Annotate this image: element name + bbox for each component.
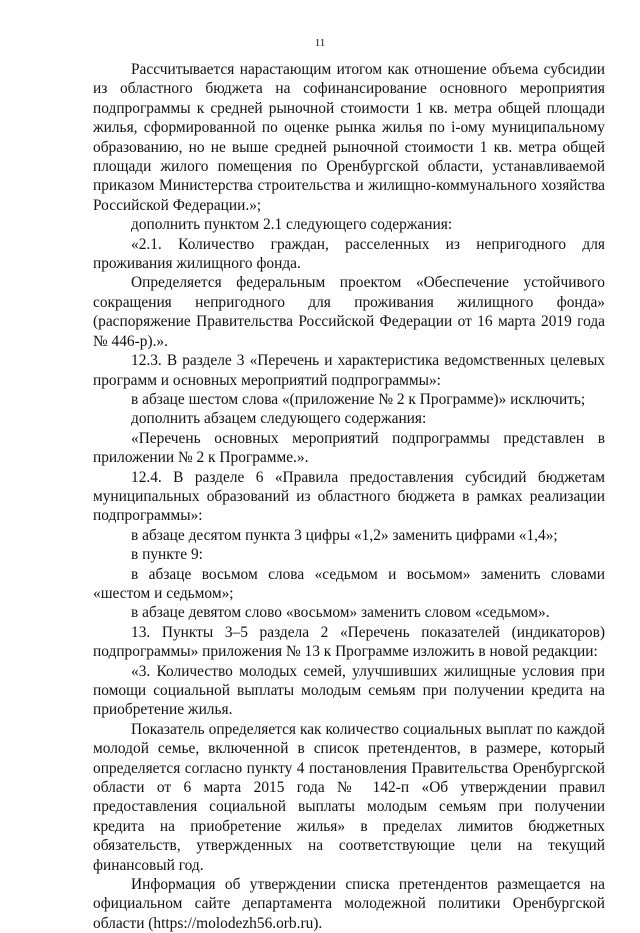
paragraph: Информация об утверждении списка претендентов размещается на официальном сайте департамента молодежной политики Оренбургской области (https://molodezh56.orb.ru). — [93, 876, 605, 932]
document-body — [93, 60, 605, 933]
paragraph: в абзаце шестом слова «(приложение № 2 к Программе)» исключить; — [131, 390, 586, 408]
paragraph: Определяется федеральным проектом «Обеспечение устойчивого сокращения непригодного для проживания жилищного фонда» (распоряжение Правительства Российской Федерации от 16 марта 2019 года № 446-р).». — [93, 274, 605, 350]
paragraph: «2.1. Количество граждан, расселенных из непригодного для проживания жилищного фонда. — [93, 235, 605, 273]
paragraph: 12.4. В разделе 6 «Правила предоставления субсидий бюджетам муниципальных образований из областного бюджета в рамках реализации подпрограммы»: — [93, 468, 605, 525]
paragraph: в абзаце десятом пункта 3 цифры «1,2» заменить цифрами «1,4»; — [131, 526, 558, 544]
paragraph: «3. Количество молодых семей, улучшивших жилищные условия при помощи социальной выплаты молодым семьям при получении кредита на приобретение жилья. — [93, 662, 605, 719]
paragraph: «Перечень основных мероприятий подпрограммы представлен в приложении № 2 к Программе.». — [93, 429, 605, 467]
paragraph: дополнить абзацем следующего содержания: — [131, 410, 427, 428]
paragraph: Рассчитывается нарастающим итогом как отношение объема субсидии из областного бюджета на софинансирование основного мероприятия подпрограммы к средней рыночной стоимости 1 кв. метра общей площади жилья, сформированной по оценке рынка жилья по i-ому муниципальному образованию, но не выше средней рыночной стоимости 1 кв. метра общей площади жилого помещения по Оренбургской области, устанавливаемой приказом Министерства строительства и жилищно-коммунального хозяйства Российской Федерации.»; — [93, 61, 605, 214]
paragraph: в абзаце восьмом слова «седьмом и восьмом» заменить словами «шестом и седьмом»; — [93, 565, 605, 602]
paragraph: в абзаце девятом слово «восьмом» заменить словом «седьмом». — [131, 604, 550, 622]
page-number: 11 — [314, 37, 326, 49]
paragraph: Показатель определяется как количество социальных выплат по каждой молодой семье, включенной в список претендентов, в размере, который определяется согласно пункту 4 постановления Правительства Оренбургской области от 6 марта 2015 года № 142-п «Об утверждении правил предоставления социальной выплаты молодым семьям при получении кредита на приобретение жилья» в пределах лимитов бюджетных обязательств, утвержденных на соответствующие цели на текущий финансовый год. — [93, 720, 605, 874]
paragraph: 13. Пункты 3–5 раздела 2 «Перечень показателей (индикаторов) подпрограммы» приложения № 13 к Программе изложить в новой редакции: — [93, 623, 605, 661]
paragraph: 12.3. В разделе 3 «Перечень и характеристика ведомственных целевых программ и основных мероприятий подпрограммы»: — [93, 352, 605, 389]
paragraph: в пункте 9: — [131, 546, 203, 564]
paragraph: дополнить пунктом 2.1 следующего содержания: — [131, 216, 453, 234]
